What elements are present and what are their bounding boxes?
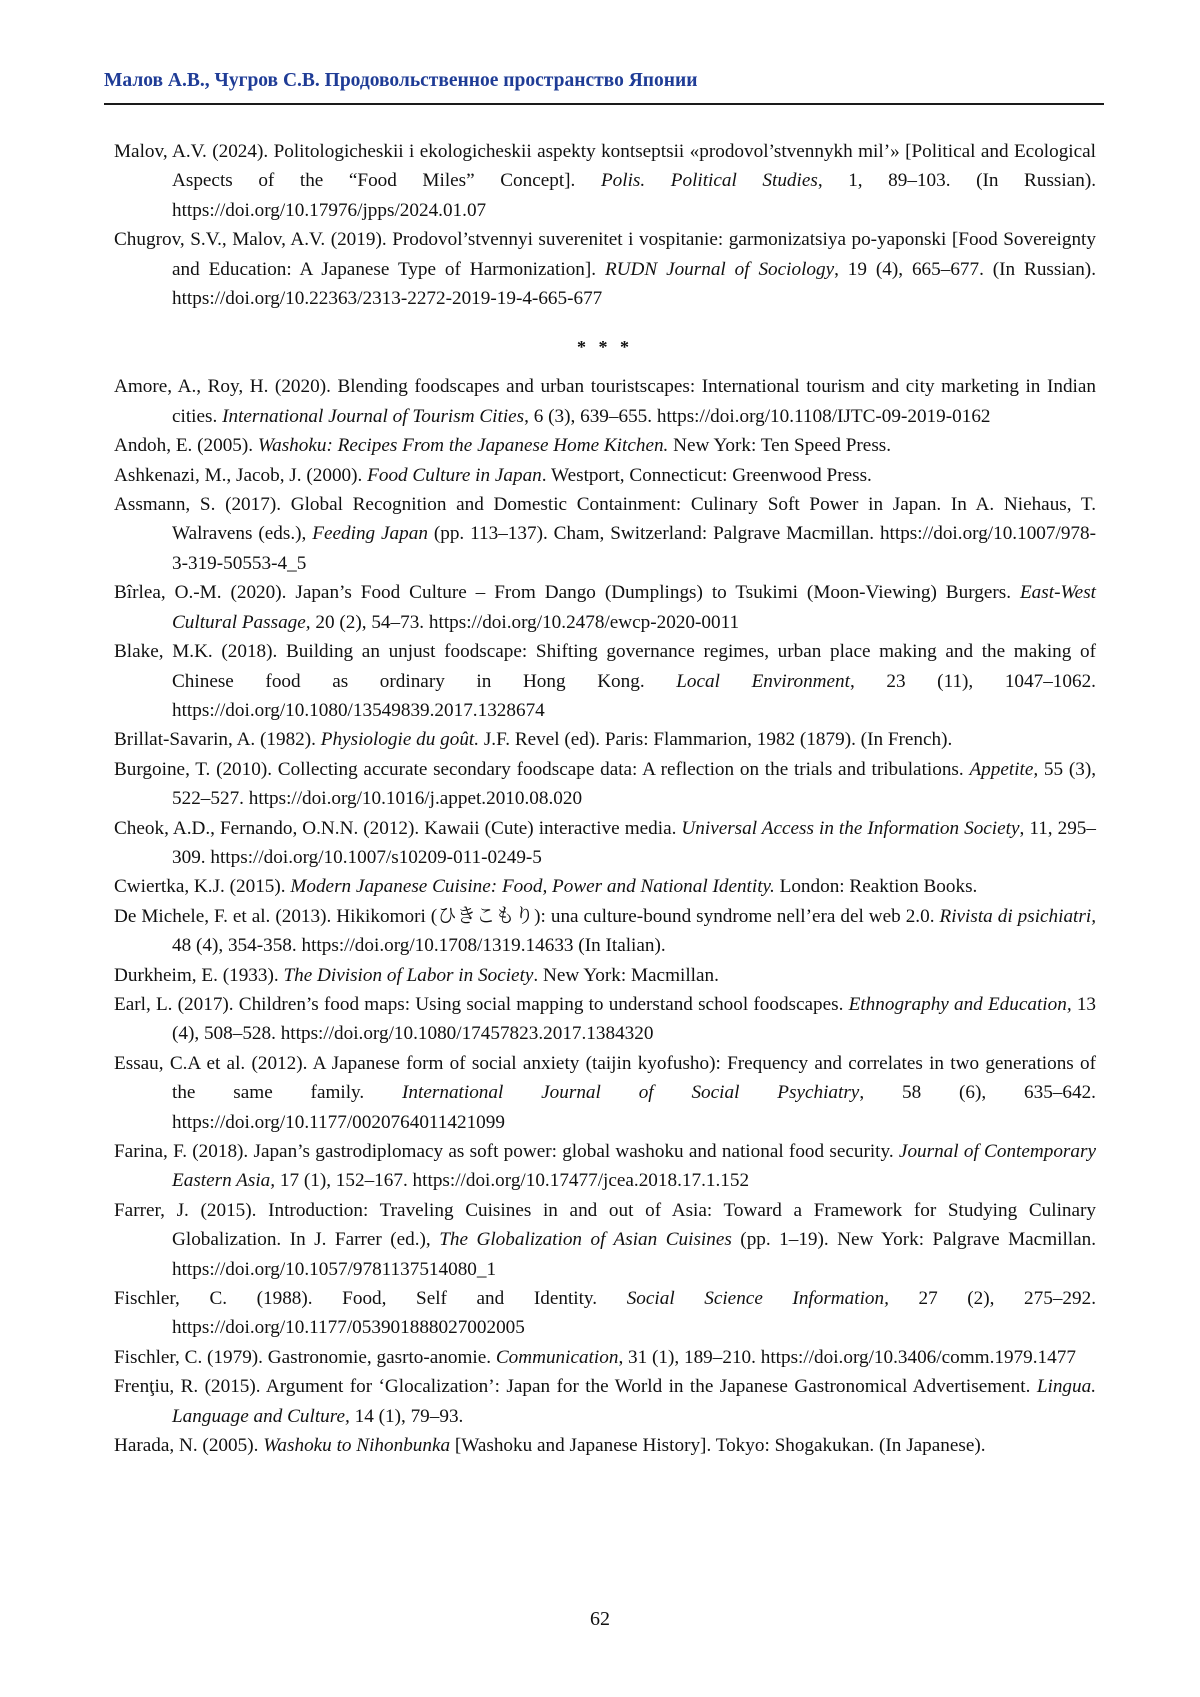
reference-details: , 31 (1), 189–210. https://doi.org/10.3406/comm.1979.1477 bbox=[618, 1346, 1076, 1368]
reference-entry bbox=[114, 1372, 1096, 1431]
reference-details: J.F. Revel (ed). Paris: Flammarion, 1982 (1879). (In French). bbox=[479, 729, 953, 751]
reference-text: Earl, L. (2017). Children’s food maps: Using social mapping to understand school foodscapes. bbox=[114, 993, 849, 1015]
reference-source-title: The Globalization of Asian Cuisines bbox=[439, 1229, 732, 1251]
reference-text: Fischler, C. (1979). Gastronomie, gasrto-anomie. bbox=[114, 1346, 496, 1368]
reference-details: , 11, 295–309. https://doi.org/10.1007/s10209-011-0249-5 bbox=[172, 817, 1096, 868]
reference-text: Blake, M.K. (2018). Building an unjust foodscape: Shifting governance regimes, urban place making and the making of Chinese food as ordinary in Hong Kong. bbox=[114, 641, 1096, 692]
reference-entry bbox=[114, 1343, 1096, 1372]
reference-details: , 23 (11), 1047–1062. https://doi.org/10.1080/13549839.2017.1328674 bbox=[172, 670, 1096, 721]
reference-source-title: The Division of Labor in Society bbox=[283, 964, 534, 986]
reference-source-title: Washoku: Recipes From the Japanese Home Kitchen. bbox=[257, 435, 669, 457]
reference-details: London: Reaktion Books. bbox=[774, 876, 978, 898]
reference-details: [Washoku and Japanese History]. Tokyo: Shogakukan. (In Japanese). bbox=[450, 1435, 986, 1457]
reference-group-russian bbox=[114, 137, 1096, 313]
reference-source-title: Appetite, bbox=[969, 758, 1039, 780]
reference-source-title: International Journal of Social Psychiatry bbox=[402, 1082, 860, 1104]
reference-source-title: Social Science Information, bbox=[626, 1288, 889, 1310]
reference-source-title: Food Culture in Japan bbox=[367, 464, 542, 486]
reference-entry bbox=[114, 725, 1096, 754]
reference-entry bbox=[114, 461, 1096, 490]
reference-text: Cheok, A.D., Fernando, O.N.N. (2012). Kawaii (Cute) interactive media. bbox=[114, 817, 682, 839]
reference-entry bbox=[114, 1196, 1096, 1284]
section-separator: * * * bbox=[577, 337, 633, 358]
reference-entry bbox=[114, 490, 1096, 578]
reference-text: Amore, A., Roy, H. (2020). Blending foodscapes and urban touristscapes: International tourism and city marketing in Indian cities. bbox=[114, 376, 1096, 427]
reference-entry bbox=[114, 814, 1096, 873]
reference-text: Fischler, C. (1988). Food, Self and Identity. bbox=[114, 1288, 627, 1310]
running-head: Малов А.В., Чугров С.В. Продовольственное пространство Японии bbox=[104, 70, 698, 91]
reference-text: Harada, N. (2005). bbox=[114, 1435, 264, 1457]
reference-entry bbox=[114, 961, 1096, 990]
reference-source-title: Communication bbox=[495, 1346, 619, 1368]
reference-details: (pp. 1–19). New York: Palgrave Macmillan. https://doi.org/10.1057/9781137514080_1 bbox=[172, 1229, 1097, 1280]
reference-source-title: Local Environment bbox=[676, 670, 850, 692]
reference-details: . Westport, Connecticut: Greenwood Press. bbox=[541, 464, 872, 486]
reference-details: , 19 (4), 665–677. (In Russian). https://doi.org/10.22363/2313-2272-2019-19-4-665-677 bbox=[172, 258, 1096, 310]
page-number: 62 bbox=[590, 1608, 610, 1630]
reference-details: 14 (1), 79–93. bbox=[349, 1405, 464, 1427]
reference-source-title: Polis. Political Studies bbox=[600, 170, 818, 192]
reference-entry bbox=[114, 1431, 1096, 1460]
reference-entry bbox=[114, 872, 1096, 901]
reference-details: 17 (1), 152–167. https://doi.org/10.17477/jcea.2018.17.1.152 bbox=[275, 1170, 750, 1192]
reference-entry bbox=[114, 637, 1096, 725]
reference-entry bbox=[114, 1137, 1096, 1196]
reference-details: (pp. 113–137). Cham, Switzerland: Palgrave Macmillan. https://doi.org/10.1007/978-3-319-50553-4_5 bbox=[172, 523, 1096, 574]
reference-source-title: Rivista di psichiatri, bbox=[939, 905, 1096, 927]
reference-text: Durkheim, E. (1933). bbox=[114, 964, 284, 986]
reference-details: 20 (2), 54–73. https://doi.org/10.2478/ewcp-2020-0011 bbox=[310, 611, 740, 633]
reference-text: Chugrov, S.V., Malov, A.V. (2019). Prodovol’stvennyi suverenitet i vospitanie: garmonizatsiya po-yaponski [Food Sovereignty and Education: A Japanese Type of Harmonization]. bbox=[114, 229, 1096, 280]
reference-source-title: Physiologie du goût. bbox=[320, 729, 480, 751]
reference-group-international bbox=[114, 372, 1096, 1460]
reference-source-title: Washoku to Nihonbunka bbox=[263, 1435, 451, 1457]
reference-details: 55 (3), 522–527. https://doi.org/10.1016/j.appet.2010.08.020 bbox=[172, 758, 1097, 810]
reference-text: Farina, F. (2018). Japan’s gastrodiplomacy as soft power: global washoku and national food security. bbox=[114, 1141, 899, 1162]
header-rule bbox=[104, 103, 1104, 105]
reference-text: Assmann, S. (2017). Global Recognition and Domestic Containment: Culinary Soft Power in Japan. In A. Niehaus, T. Walravens (eds.), bbox=[114, 494, 1096, 545]
reference-source-title: Journal of Contemporary Eastern Asia, bbox=[172, 1141, 1096, 1192]
reference-entry bbox=[114, 990, 1096, 1049]
reference-details: 48 (4), 354-358. https://doi.org/10.1708/1319.14633 (In Italian). bbox=[172, 935, 666, 957]
reference-entry bbox=[114, 225, 1096, 313]
reference-entry bbox=[114, 755, 1096, 814]
reference-details: 13 (4), 508–528. https://doi.org/10.1080/17457823.2017.1384320 bbox=[172, 993, 1096, 1045]
reference-details: , 58 (6), 635–642. https://doi.org/10.1177/0020764011421099 bbox=[172, 1082, 1096, 1133]
reference-text: De Michele, F. et al. (2013). Hikikomori (ひきこもり): una culture-bound syndrome nell’era del web 2.0. bbox=[114, 905, 940, 927]
reference-text: Brillat-Savarin, A. (1982). bbox=[114, 729, 321, 751]
reference-list bbox=[114, 137, 1096, 1460]
reference-text: Farrer, J. (2015). Introduction: Traveling Cuisines in and out of Asia: Toward a Framework for Studying Culinary Globalization. In J. Farrer (ed.), bbox=[114, 1199, 1096, 1251]
reference-entry bbox=[114, 578, 1096, 637]
reference-source-title: East-West Cultural Passage, bbox=[172, 582, 1096, 633]
reference-source-title: International Journal of Tourism Cities bbox=[222, 405, 525, 427]
reference-text: Cwiertka, K.J. (2015). bbox=[114, 876, 291, 898]
reference-entry bbox=[114, 1049, 1096, 1137]
reference-source-title: RUDN Journal of Sociology bbox=[604, 258, 835, 280]
reference-source-title: Feeding Japan bbox=[312, 523, 428, 545]
reference-details: New York: Ten Speed Press. bbox=[668, 435, 892, 457]
reference-entry bbox=[114, 431, 1096, 460]
reference-text: Andoh, E. (2005). bbox=[114, 435, 258, 457]
reference-entry bbox=[114, 902, 1096, 961]
reference-text: Malov, A.V. (2024). Politologicheskii i ekologicheskii aspekty kontseptsii «prodovol’stvennykh mil’» [Political and Ecological Aspects of the “Food Miles” Concept]. bbox=[114, 141, 1096, 192]
reference-details: 27 (2), 275–292. https://doi.org/10.1177/053901888027002005 bbox=[172, 1288, 1097, 1339]
reference-source-title: Modern Japanese Cuisine: Food, Power and National Identity. bbox=[290, 876, 775, 898]
reference-text: Frenţiu, R. (2015). Argument for ‘Glocalization’: Japan for the World in the Japanese Gastronomical Advertisement. bbox=[114, 1376, 1037, 1398]
reference-entry bbox=[114, 137, 1096, 225]
reference-text: Bîrlea, O.-M. (2020). Japan’s Food Culture – From Dango (Dumplings) to Tsukimi (Moon-Viewing) Burgers. bbox=[114, 582, 1020, 604]
reference-source-title: Universal Access in the Information Society bbox=[681, 817, 1020, 839]
reference-text: Burgoine, T. (2010). Collecting accurate secondary foodscape data: A reflection on the trials and tribulations. bbox=[114, 758, 970, 780]
reference-text: Essau, C.A et al. (2012). A Japanese form of social anxiety (taijin kyofusho): Frequency and correlates in two generations of the same family. bbox=[114, 1052, 1096, 1104]
reference-entry bbox=[114, 372, 1096, 431]
reference-details: . New York: Macmillan. bbox=[533, 964, 719, 986]
reference-entry bbox=[114, 1284, 1096, 1343]
reference-details: , 6 (3), 639–655. https://doi.org/10.1108/IJTC-09-2019-0162 bbox=[524, 405, 991, 427]
reference-source-title: Lingua. Language and Culture, bbox=[172, 1376, 1096, 1427]
reference-text: Ashkenazi, M., Jacob, J. (2000). bbox=[114, 464, 368, 486]
reference-source-title: Ethnography and Education, bbox=[848, 993, 1072, 1015]
reference-details: , 1, 89–103. (In Russian). https://doi.org/10.17976/jpps/2024.01.07 bbox=[172, 170, 1097, 221]
